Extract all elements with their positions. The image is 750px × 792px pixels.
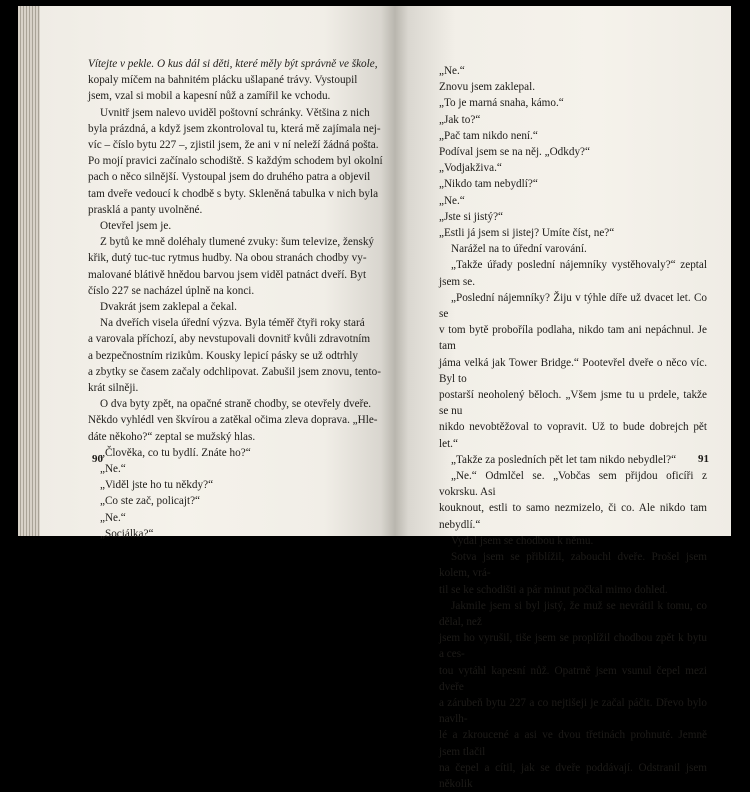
left-line: a bezpečnostním rizikům. Kousky lepicí pásky se už odtrhly <box>88 349 358 362</box>
right-line: „Vodjakživa.“ <box>439 162 502 175</box>
left-line: Uvnitř jsem nalevo uviděl poštovní schránky. Většina z nich <box>100 106 370 119</box>
right-line: „Jste si jistý?“ <box>439 210 504 223</box>
left-line: kopaly míčem na bahnitém plácku ušlapané trávy. Vystoupil <box>88 74 358 87</box>
left-line: prasklá a panty uvolněné. <box>88 203 203 216</box>
right-line: „Poslední nájemníky? Žiju v týhle díře už dvacet let. Co se <box>439 291 707 321</box>
right-line: v tom bytě proboříla podlaha, nikdo tam ani nepáchnul. Je tam <box>439 324 707 353</box>
left-line: a varovala příchozí, aby nevstupovali dovnitř kvůli zdravotním <box>88 333 371 346</box>
left-line: „Co ste zač, policajt?“ <box>100 495 201 508</box>
right-line: Sotva jsem se přiblížil, zabouchl dveře. Prošel jsem kolem, vrá- <box>439 551 707 580</box>
right-line: jsem ho vyrušil, tiše jsem se proplížil chodbou zpět k bytu a ces- <box>439 632 707 661</box>
right-line: kouknout, estli to samo nezmizelo, či co. Ale nikdo tam nebydlí.“ <box>439 502 707 531</box>
right-page-text <box>439 63 707 792</box>
right-line: lé a zkroucené a asi ve dvou třetinách prohnuté. Jemně jsem tlačil <box>439 729 707 758</box>
left-line: víc – číslo bytu 227 –, zjistil jsem, že ani v ní neleží žádná pošta. <box>88 139 379 152</box>
left-page <box>40 6 395 540</box>
right-line: „Takže za posledních pět let tam nikdo nebydlel?“ <box>451 453 677 466</box>
left-line: Z bytů ke mně doléhaly tlumené zvuky: šum televize, ženský <box>100 236 375 249</box>
left-line: jsem, vzal si mobil a kapesní nůž a zamířil ke vchodu. <box>88 90 331 103</box>
left-line: krát silněji. <box>88 382 139 395</box>
right-line: a zárubeň bytu 227 a co nejtišeji je začal páčit. Dřevo bylo navlh- <box>439 696 707 726</box>
left-line: „Viděl jste ho tu někdy?“ <box>100 479 214 492</box>
right-line: „Takže úřady poslední nájemníky vystěhovaly?“ zeptal jsem se. <box>439 259 707 288</box>
right-line: Znovu jsem zaklepal. <box>439 81 535 94</box>
right-line: „Ne.“ <box>439 194 465 207</box>
left-line-1: Vítejte v pekle. O kus dál si děti, které měly být správně ve škole, <box>88 58 378 70</box>
right-line: „Nikdo tam nebydlí?“ <box>439 178 538 191</box>
right-line: postarší neoholený běloch. „Všem jsme tu u prdele, takže se nu <box>439 389 707 418</box>
right-line: „To je marná snaha, kámo.“ <box>439 97 564 110</box>
right-line: jáma velká jak Tower Bridge.“ Pootevřel dveře o něco víc. Byl to <box>439 356 707 385</box>
left-line: Dvakrát jsem zaklepal a čekal. <box>100 301 237 314</box>
right-line: „Ne.“ <box>439 65 465 77</box>
right-line: Podíval jsem se na něj. „Odkdy?“ <box>439 146 590 159</box>
right-page-number: 91 <box>698 453 709 465</box>
right-line: „Ne.“ Odmlčel se. „Vobčas sem přijdou oficíři z vokrsku. Asi <box>439 470 707 499</box>
left-line: Po mojí pravici začínalo schodiště. S každým schodem byl okolní <box>88 155 383 168</box>
left-page-number: 90 <box>92 453 103 465</box>
left-line: malované blátivě hnědou barvou jsem viděl patnáct dveří. Byt <box>88 268 367 281</box>
left-line: Na dveřích visela úřední výzva. Byla téměř čtyři roky stará <box>100 317 365 330</box>
right-line: tou vytáhl kapesní nůž. Opatrně jsem vsunul čepel mezi dveře <box>439 664 707 693</box>
right-line: Jakmile jsem si byl jistý, že muž se nevrátil k tomu, co dělal, než <box>439 599 707 628</box>
right-page <box>395 6 731 790</box>
left-line: Někdo vyhlédl ven škvírou a zatěkal očima zleva doprava. „Hle- <box>88 414 378 427</box>
left-line: a zbytky se časem začaly odchlipovat. Zabušil jsem znovu, tento- <box>88 365 381 378</box>
right-line: nikdo nevobtěžoval to vopravit. Už to bude dobrejch pět let.“ <box>439 421 707 450</box>
left-line: „Ne.“ <box>100 511 126 524</box>
left-line: křik, dutý tuc-tuc rytmus hudby. Na obou stranách chodby vy- <box>88 252 367 265</box>
right-line: „Jak to?“ <box>439 113 481 126</box>
left-line: Otevřel jsem je. <box>100 220 172 233</box>
left-page-text <box>88 56 390 542</box>
right-line: na čepel a cítil, jak se dveře poddávají. Odstranil jsem několik <box>439 761 707 790</box>
right-line: Narážel na to úřední varování. <box>451 243 587 256</box>
left-line: O dva byty zpět, na opačné straně chodby, se otevřely dveře. <box>100 398 372 411</box>
right-line: Vydal jsem se chodbou k němu. <box>451 534 594 547</box>
left-line: „Sociálka?“ <box>100 527 154 540</box>
right-line: „Pač tam nikdo není.“ <box>439 129 538 142</box>
left-line: „Člověka, co tu bydlí. Znáte ho?“ <box>100 446 251 459</box>
right-line: til se ke schodišti a pár minut počkal mimo dohled. <box>439 583 668 596</box>
left-line: pach o něco silnější. Vystoupal jsem do druhého patra a objevil <box>88 171 371 184</box>
left-line: „Ne.“ <box>100 463 126 476</box>
left-line: tam dveře vedoucí k chodbě s byty. Skleněná tabulka v nich byla <box>88 187 379 200</box>
left-line: dáte někoho?“ zeptal se mužský hlas. <box>88 430 256 443</box>
right-line: „Estli já jsem si jistej? Umíte číst, ne?“ <box>439 227 615 240</box>
left-line: byla prázdná, a když jsem zkontroloval tu, která mě zajímala nej- <box>88 122 381 135</box>
left-line: číslo 227 se nacházel úplně na konci. <box>88 284 255 297</box>
